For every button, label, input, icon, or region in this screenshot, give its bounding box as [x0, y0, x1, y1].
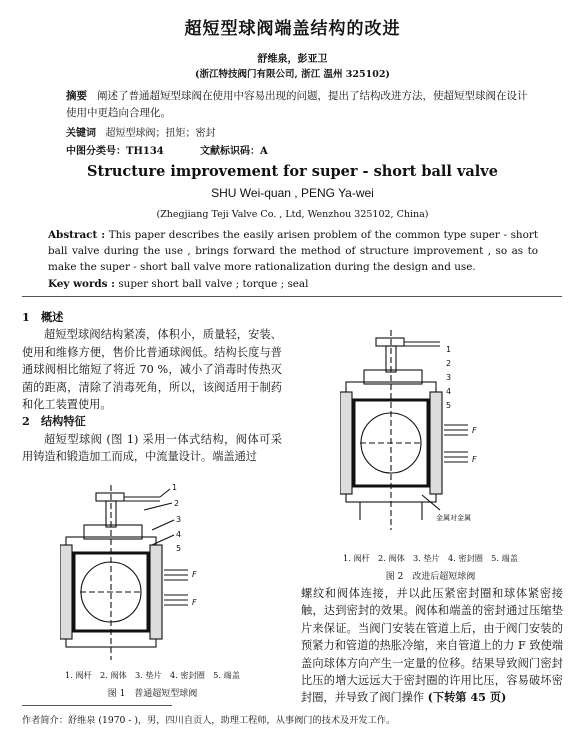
fig2-label-1: 1: [446, 345, 452, 354]
figure-1-drawing: [60, 475, 250, 675]
fig1-label-5: 5: [176, 544, 182, 553]
affiliation-en: (Zhegjiang Teji Valve Co. , Ltd, Wenzhou 325102, China): [156, 209, 429, 220]
authors-en: SHU Wei-quan , PENG Ya-wei: [211, 186, 374, 200]
keywords-cn: [66, 124, 216, 139]
fig2-label-3: 3: [446, 373, 452, 382]
classification: [66, 142, 164, 157]
figure-1-caption: 图 1 普通超短型球阀: [107, 689, 198, 699]
fig2-label-5: 5: [446, 401, 452, 410]
fig2-label-2: 2: [446, 359, 452, 368]
section-1-heading: 1 概述: [22, 310, 64, 324]
abstract-en-text: This paper describes the easily arisen problem of the common type super - short ball valve during the use , brings forward the method of structure improvement , so as to make the super - short ball valve more rationalization during the design and use.: [48, 229, 538, 273]
title-en: Structure improvement for super - short ball valve: [87, 163, 498, 180]
fig2-label-4: 4: [446, 387, 452, 396]
fig1-label-1: 1: [172, 483, 178, 492]
affiliation: (浙江特技阀门有限公司, 浙江 温州 325102): [195, 69, 390, 80]
section-2-heading: 2 结构特征: [22, 414, 86, 429]
doc-code: [200, 142, 268, 157]
footnote-rule: [22, 705, 172, 706]
right-column-text: 螺纹和阀体连接，并以此压紧密封圈和球体紧密接触，达到密封的效果。阀体和端盖的密封通过压缩垫片来保证。当阀门安装在管道上后，由于阀门安装的预紧力和管道的热胀冷缩，来自管道上的力 F 致使端盖向球体方向产生一定量的位移。结果导致阀门密封比压的增大远远大于密封圈的许用比压，容易破坏密封圈，并导致了阀门操作: [301, 587, 563, 705]
figure-2-caption: 图 2 改进后超短球阀: [385, 572, 476, 582]
keywords-en-label: Key words :: [48, 278, 115, 290]
right-column: [301, 585, 563, 707]
fig1-force-label: F: [192, 570, 197, 579]
keywords-label: 关键词: [66, 128, 96, 139]
keywords-en-text: super short ball valve ; torque ; seal: [118, 278, 309, 290]
abstract-cn: [66, 88, 536, 122]
classification-value: TH134: [126, 146, 164, 157]
left-column: [22, 309, 282, 466]
section-1-text: 超短型球阀结构紧凑，体积小，质量轻，安装、使用和维修方便，售价比普通球阀低。结构长度与普通球阀相比缩短了将近 70 %，减小了消毒时传热灭菌的距离，清除了消毒死角，所以，该阀适用于制药和化工装置使用。: [22, 328, 282, 412]
keywords-text: 超短型球阀；扭矩；密封: [105, 128, 216, 139]
fig2-force-label-2: F: [472, 455, 477, 464]
divider: [22, 296, 562, 297]
fig2-note: 金属对金属: [436, 514, 471, 522]
fig1-label-3: 3: [176, 515, 182, 524]
keywords-en: [48, 278, 308, 290]
continued-note: (下转第 45 页): [427, 690, 507, 705]
fig2-force-label: F: [472, 426, 477, 435]
abstract-label: 摘要: [66, 90, 87, 102]
fig1-force-label-2: F: [192, 598, 197, 607]
abstract-en-label: Abstract :: [48, 229, 106, 241]
classification-label: 中图分类号：: [66, 146, 126, 157]
fig1-label-2: 2: [174, 499, 180, 508]
section-2-text: 超短型球阀 (图 1) 采用一体式结构，阀体可采用铸造和锻造加工而成，中流量设计。端盖通过: [22, 432, 282, 464]
doc-code-value: A: [260, 146, 268, 157]
authors: 舒维泉，彭亚卫: [257, 54, 328, 65]
figure-2-legend: 1. 阀杆 2. 阀体 3. 垫片 4. 密封圈 5. 端盖: [343, 553, 518, 563]
abstract-text: 阐述了普通超短型球阀在使用中容易出现的问题，提出了结构改进方法，使超短型球阀在设计使用中更趋向合理化。: [66, 90, 528, 119]
paper-title: 超短型球阀端盖结构的改进: [184, 19, 401, 39]
handle-nut: [96, 493, 124, 501]
figure-2-drawing: [340, 330, 530, 545]
figure-1-legend: 1. 阀杆 2. 阀体 3. 垫片 4. 密封圈 5. 端盖: [65, 670, 240, 680]
doc-code-label: 文献标识码：: [200, 146, 260, 157]
fig1-label-4: 4: [176, 530, 182, 539]
footnote: 作者简介：舒维泉 (1970 - )，男，四川自贡人，助理工程师，从事阀门的技术及开发工作。: [22, 715, 396, 726]
abstract-en: [48, 227, 538, 275]
